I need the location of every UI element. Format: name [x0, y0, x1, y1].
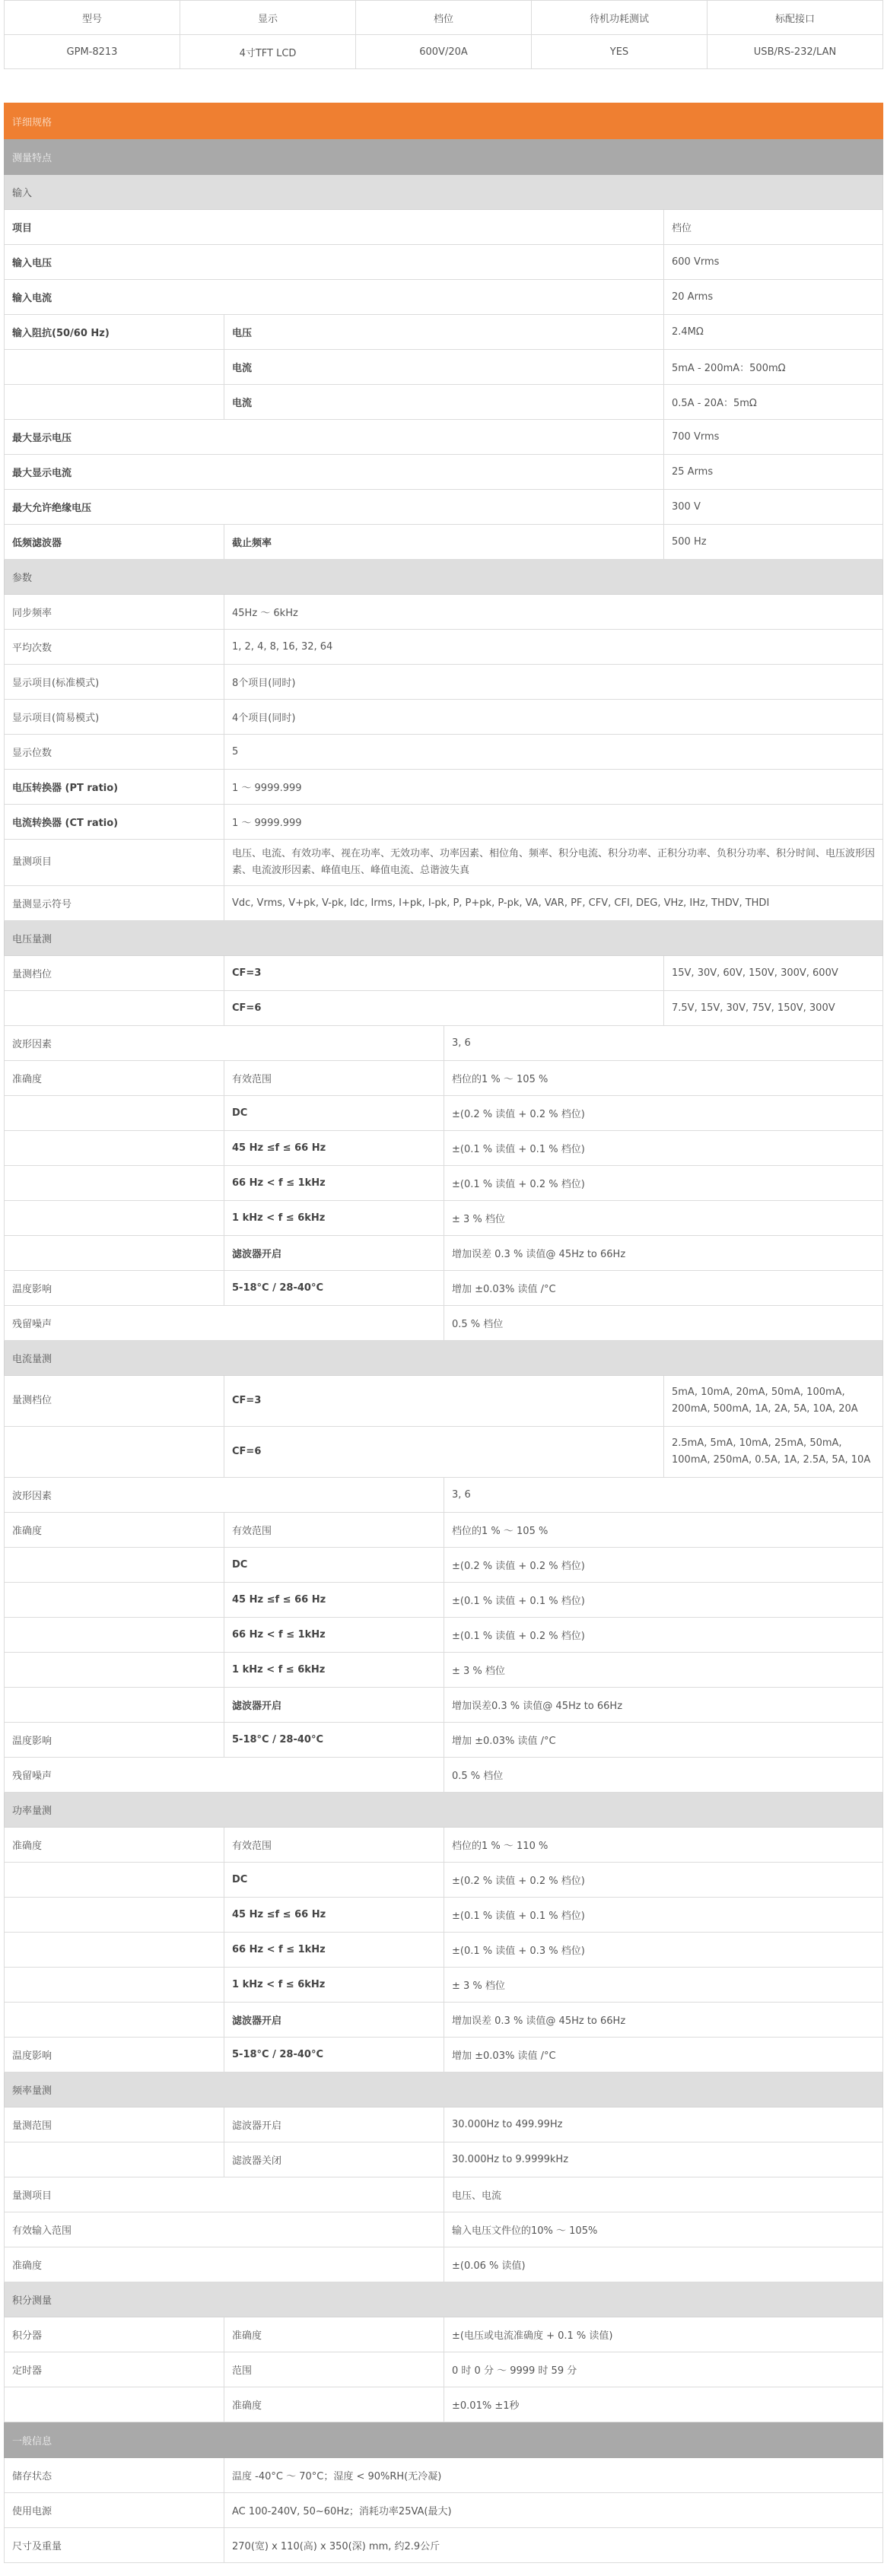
spec-row [5, 840, 883, 886]
spec-label: 输入电压 [5, 245, 664, 280]
spec-value: 30.000Hz to 9.9999kHz [444, 2142, 883, 2177]
spec-value: 20 Arms [664, 280, 883, 315]
spec-value: 270(宽) x 110(高) x 350(深) mm, 约2.9公斤 [224, 2528, 883, 2563]
spec-row [5, 2107, 883, 2142]
spec-label: 准确度 [5, 1513, 224, 1548]
model-summary-table [4, 0, 883, 69]
spec-row [5, 1863, 883, 1898]
spec-sublabel: 电流 [224, 350, 664, 385]
spec-row [5, 956, 883, 991]
spec-section-header [5, 2073, 883, 2107]
spec-row [5, 2352, 883, 2387]
spec-title: 详细规格 [5, 103, 883, 139]
spec-value: 15V, 30V, 60V, 150V, 300V, 600V [664, 956, 883, 991]
spec-value: 3, 6 [444, 1478, 883, 1513]
spec-title-row [5, 103, 883, 139]
spec-label [5, 1166, 224, 1201]
spec-label: 显示项目(标准模式) [5, 665, 224, 700]
spec-row [5, 1933, 883, 1968]
spec-value: 增加误差0.3 % 读值@ 45Hz to 66Hz [444, 1688, 883, 1723]
spec-label [5, 2003, 224, 2038]
spec-value: 500 Hz [664, 525, 883, 560]
spec-label [5, 991, 224, 1026]
spec-row [5, 2528, 883, 2563]
spec-label: 显示项目(简易模式) [5, 700, 224, 735]
spec-value: 温度 -40°C ～ 70°C；湿度 < 90%RH(无冷凝) [224, 2458, 883, 2493]
spec-row [5, 1583, 883, 1618]
spec-row [5, 1828, 883, 1863]
spec-row [5, 886, 883, 921]
section-title: 电压量测 [5, 921, 883, 956]
spec-row [5, 385, 883, 420]
spec-row [5, 350, 883, 385]
spec-value: 0.5A - 20A：5mΩ [664, 385, 883, 420]
spec-value: 700 Vrms [664, 420, 883, 455]
spec-value: 5mA - 200mA：500mΩ [664, 350, 883, 385]
spec-sublabel: CF=3 [224, 956, 664, 991]
spec-row [5, 1306, 883, 1341]
spec-row [5, 210, 883, 245]
spec-value: 25 Arms [664, 455, 883, 490]
spec-row [5, 1758, 883, 1793]
spec-value: ±(0.1 % 读值 + 0.1 % 档位) [444, 1898, 883, 1933]
spec-label: 显示位数 [5, 735, 224, 770]
spec-sublabel: CF=6 [224, 991, 664, 1026]
spec-value: 档位的1 % ～ 110 % [444, 1828, 883, 1863]
spec-row [5, 2142, 883, 2177]
spec-value: ±0.01% ±1秒 [444, 2387, 883, 2422]
spec-row [5, 315, 883, 350]
spec-sublabel: 滤波器关闭 [224, 2142, 444, 2177]
spec-sublabel: 准确度 [224, 2387, 444, 2422]
spec-label [5, 1096, 224, 1131]
spec-sublabel: 66 Hz < f ≤ 1kHz [224, 1166, 444, 1201]
spec-sublabel: DC [224, 1548, 444, 1583]
spec-label: 同步频率 [5, 595, 224, 630]
spec-sublabel: 5-18°C / 28-40°C [224, 2038, 444, 2073]
spec-value: 8个项目(同时) [224, 665, 883, 700]
cell-display: 4寸TFT LCD [180, 35, 356, 69]
spec-value: ± 3 % 档位 [444, 1968, 883, 2003]
spec-label [5, 1131, 224, 1166]
spec-row [5, 1513, 883, 1548]
spec-row [5, 1376, 883, 1427]
spec-row [5, 735, 883, 770]
model-summary-data-row [5, 35, 883, 69]
spec-row [5, 2493, 883, 2528]
spec-sublabel: 滤波器开启 [224, 2107, 444, 2142]
spec-sublabel: 1 kHz < f ≤ 6kHz [224, 1968, 444, 2003]
spec-section-header [5, 1793, 883, 1828]
spec-value: ±(0.2 % 读值 + 0.2 % 档位) [444, 1096, 883, 1131]
spec-row [5, 1618, 883, 1653]
spec-sublabel: DC [224, 1096, 444, 1131]
spec-sublabel: 1 kHz < f ≤ 6kHz [224, 1653, 444, 1688]
spec-label: 波形因素 [5, 1026, 444, 1061]
spec-value: 2.5mA, 5mA, 10mA, 25mA, 50mA, 100mA, 250mA, 0.5A, 1A, 2.5A, 5A, 10A [664, 1427, 883, 1478]
spec-label: 输入电流 [5, 280, 664, 315]
spec-label [5, 2387, 224, 2422]
spec-value: 电压、电流、有效功率、视在功率、无效功率、功率因素、相位角、频率、积分电流、积分功率、正积分功率、负积分功率、积分时间、电压波形因素、电流波形因素、峰值电压、峰值电流、总谐波失真 [224, 840, 883, 886]
spec-label [5, 1688, 224, 1723]
spec-row [5, 1096, 883, 1131]
spec-sublabel: 电流 [224, 385, 664, 420]
spec-label [5, 1933, 224, 1968]
spec-sublabel: 66 Hz < f ≤ 1kHz [224, 1933, 444, 1968]
spec-sublabel: 准确度 [224, 2317, 444, 2352]
spec-sublabel: 45 Hz ≤f ≤ 66 Hz [224, 1898, 444, 1933]
spec-sublabel: 5-18°C / 28-40°C [224, 1723, 444, 1758]
header-cell-range: 档位 [356, 1, 532, 35]
spec-row [5, 700, 883, 735]
section-title: 功率量测 [5, 1793, 883, 1828]
spec-row [5, 1653, 883, 1688]
spec-sublabel: 范围 [224, 2352, 444, 2387]
spec-label: 准确度 [5, 2247, 444, 2282]
spec-value: 增加 ±0.03% 读值 /°C [444, 1723, 883, 1758]
spec-value: 45Hz ～ 6kHz [224, 595, 883, 630]
spec-section-header [5, 2282, 883, 2317]
spec-value: AC 100-240V, 50~60Hz；消耗功率25VA(最大) [224, 2493, 883, 2528]
specification-table [4, 103, 883, 2563]
section-title: 参数 [5, 560, 883, 595]
spec-value: ±(电压或电流准确度 + 0.1 % 读值) [444, 2317, 883, 2352]
spec-label: 输入阻抗(50/60 Hz) [5, 315, 224, 350]
spec-sublabel: 滤波器开启 [224, 2003, 444, 2038]
spec-label: 量测档位 [5, 956, 224, 991]
spec-label: 尺寸及重量 [5, 2528, 224, 2563]
spec-row [5, 1271, 883, 1306]
spec-value: 30.000Hz to 499.99Hz [444, 2107, 883, 2142]
spec-value: 5mA, 10mA, 20mA, 50mA, 100mA, 200mA, 500mA, 1A, 2A, 5A, 10A, 20A [664, 1376, 883, 1427]
spec-row [5, 1026, 883, 1061]
spec-label: 项目 [5, 210, 664, 245]
spec-row [5, 245, 883, 280]
spec-value: 600 Vrms [664, 245, 883, 280]
spec-label: 残留噪声 [5, 1306, 444, 1341]
spec-section-header [5, 921, 883, 956]
spec-value: ±(0.1 % 读值 + 0.3 % 档位) [444, 1933, 883, 1968]
spec-label: 使用电源 [5, 2493, 224, 2528]
cell-model: GPM-8213 [5, 35, 180, 69]
spec-value: 1 ～ 9999.999 [224, 770, 883, 805]
spec-row [5, 1478, 883, 1513]
spec-sublabel: DC [224, 1863, 444, 1898]
spec-row [5, 1236, 883, 1271]
spec-row [5, 1968, 883, 2003]
spec-label: 有效输入范围 [5, 2212, 444, 2247]
spec-label: 量测项目 [5, 2177, 444, 2212]
spec-row [5, 630, 883, 665]
spec-value: 1 ～ 9999.999 [224, 805, 883, 840]
spec-row [5, 770, 883, 805]
spec-label [5, 1863, 224, 1898]
spec-value: 增加 ±0.03% 读值 /°C [444, 2038, 883, 2073]
spec-label [5, 1583, 224, 1618]
spec-value: Vdc, Vrms, V+pk, V-pk, Idc, Irms, I+pk, I-pk, P, P+pk, P-pk, VA, VAR, PF, CFV, CFI, DEG, VHz, IHz, THDV, THDI [224, 886, 883, 921]
spec-value: 档位 [664, 210, 883, 245]
model-summary-header-row [5, 1, 883, 35]
spec-row [5, 2317, 883, 2352]
spec-value: 5 [224, 735, 883, 770]
spec-label [5, 350, 224, 385]
spec-row [5, 991, 883, 1026]
spec-value: ±(0.2 % 读值 + 0.2 % 档位) [444, 1548, 883, 1583]
spec-row [5, 1898, 883, 1933]
header-cell-model: 型号 [5, 1, 180, 35]
spec-value: ± 3 % 档位 [444, 1653, 883, 1688]
spec-label: 最大允许绝缘电压 [5, 490, 664, 525]
spec-sublabel: 1 kHz < f ≤ 6kHz [224, 1201, 444, 1236]
spec-label: 量测项目 [5, 840, 224, 886]
spec-value: 增加 ±0.03% 读值 /°C [444, 1271, 883, 1306]
spec-value: ±(0.1 % 读值 + 0.1 % 档位) [444, 1131, 883, 1166]
spec-label: 温度影响 [5, 1271, 224, 1306]
spec-row [5, 280, 883, 315]
spec-sublabel: 滤波器开启 [224, 1236, 444, 1271]
spec-value: 0 时 0 分 ～ 9999 时 59 分 [444, 2352, 883, 2387]
spec-label: 波形因素 [5, 1478, 444, 1513]
spec-value: 档位的1 % ～ 105 % [444, 1061, 883, 1096]
spec-row [5, 2387, 883, 2422]
spec-label [5, 1201, 224, 1236]
spec-value: ±(0.2 % 读值 + 0.2 % 档位) [444, 1863, 883, 1898]
spec-sublabel: 电压 [224, 315, 664, 350]
section-title: 一般信息 [5, 2422, 883, 2458]
spec-value: ±(0.06 % 读值) [444, 2247, 883, 2282]
spec-label [5, 385, 224, 420]
spec-row [5, 665, 883, 700]
spec-value: 0.5 % 档位 [444, 1306, 883, 1341]
spec-label [5, 1618, 224, 1653]
cell-range: 600V/20A [356, 35, 532, 69]
spec-sublabel: 有效范围 [224, 1513, 444, 1548]
spec-label: 温度影响 [5, 1723, 224, 1758]
spec-section-header [5, 175, 883, 210]
spec-label: 最大显示电流 [5, 455, 664, 490]
spec-row [5, 1166, 883, 1201]
spec-value: 2.4MΩ [664, 315, 883, 350]
spec-sublabel: 截止频率 [224, 525, 664, 560]
spec-label: 低频滤波器 [5, 525, 224, 560]
spec-row [5, 2038, 883, 2073]
spec-section-header [5, 2422, 883, 2458]
spec-value: 输入电压文件位的10% ～ 105% [444, 2212, 883, 2247]
spec-label: 准确度 [5, 1828, 224, 1863]
spec-value: 1, 2, 4, 8, 16, 32, 64 [224, 630, 883, 665]
section-title: 积分测量 [5, 2282, 883, 2317]
spec-label: 残留噪声 [5, 1758, 444, 1793]
spec-value: ± 3 % 档位 [444, 1201, 883, 1236]
spec-row [5, 420, 883, 455]
spec-value: 3, 6 [444, 1026, 883, 1061]
spec-sublabel: CF=3 [224, 1376, 664, 1427]
spec-value: ±(0.1 % 读值 + 0.1 % 档位) [444, 1583, 883, 1618]
spec-row [5, 1131, 883, 1166]
spec-row [5, 2212, 883, 2247]
spec-value: 7.5V, 15V, 30V, 75V, 150V, 300V [664, 991, 883, 1026]
spec-label: 量测范围 [5, 2107, 224, 2142]
spec-row [5, 1427, 883, 1478]
spec-label: 积分器 [5, 2317, 224, 2352]
spec-sublabel: 45 Hz ≤f ≤ 66 Hz [224, 1583, 444, 1618]
spec-label [5, 1236, 224, 1271]
spec-row [5, 455, 883, 490]
spec-row [5, 805, 883, 840]
spec-label: 电流转换器 (CT ratio) [5, 805, 224, 840]
spec-label [5, 1653, 224, 1688]
spec-sublabel: 滤波器开启 [224, 1688, 444, 1723]
section-title: 测量特点 [5, 139, 883, 175]
spec-label: 最大显示电压 [5, 420, 664, 455]
spec-label: 储存状态 [5, 2458, 224, 2493]
spec-sublabel: 有效范围 [224, 1061, 444, 1096]
spec-row [5, 1201, 883, 1236]
spec-sublabel: 66 Hz < f ≤ 1kHz [224, 1618, 444, 1653]
spec-label: 电压转换器 (PT ratio) [5, 770, 224, 805]
spec-row [5, 2003, 883, 2038]
spec-row [5, 1061, 883, 1096]
spec-label: 量测档位 [5, 1376, 224, 1427]
spec-section-header [5, 560, 883, 595]
spec-label: 定时器 [5, 2352, 224, 2387]
spec-row [5, 1688, 883, 1723]
header-cell-interface: 标配接口 [708, 1, 883, 35]
spec-value: 档位的1 % ～ 105 % [444, 1513, 883, 1548]
cell-standby-test: YES [532, 35, 708, 69]
spec-value: 增加误差 0.3 % 读值@ 45Hz to 66Hz [444, 1236, 883, 1271]
header-cell-standby-test: 待机功耗测试 [532, 1, 708, 35]
spec-sublabel: 有效范围 [224, 1828, 444, 1863]
section-title: 电流量测 [5, 1341, 883, 1376]
spec-value: 300 V [664, 490, 883, 525]
spec-sublabel: 5-18°C / 28-40°C [224, 1271, 444, 1306]
spec-value: 增加误差 0.3 % 读值@ 45Hz to 66Hz [444, 2003, 883, 2038]
spec-row [5, 1548, 883, 1583]
spec-value: 4个项目(同时) [224, 700, 883, 735]
spec-row [5, 490, 883, 525]
spec-row [5, 595, 883, 630]
spec-row [5, 2177, 883, 2212]
header-cell-display: 显示 [180, 1, 356, 35]
spec-row [5, 2458, 883, 2493]
cell-interface: USB/RS-232/LAN [708, 35, 883, 69]
spec-row [5, 2247, 883, 2282]
section-title: 频率量测 [5, 2073, 883, 2107]
spec-sublabel: 45 Hz ≤f ≤ 66 Hz [224, 1131, 444, 1166]
spec-row [5, 525, 883, 560]
spec-label: 平均次数 [5, 630, 224, 665]
spec-sublabel: CF=6 [224, 1427, 664, 1478]
spec-label [5, 2142, 224, 2177]
spec-section-header [5, 139, 883, 175]
spec-row [5, 1723, 883, 1758]
spec-value: ±(0.1 % 读值 + 0.2 % 档位) [444, 1166, 883, 1201]
spec-label [5, 1968, 224, 2003]
spec-value: ±(0.1 % 读值 + 0.2 % 档位) [444, 1618, 883, 1653]
spec-section-header [5, 1341, 883, 1376]
spec-label [5, 1548, 224, 1583]
spec-value: 0.5 % 档位 [444, 1758, 883, 1793]
spec-label: 温度影响 [5, 2038, 224, 2073]
spec-label [5, 1898, 224, 1933]
spec-label: 量测显示符号 [5, 886, 224, 921]
section-title: 输入 [5, 175, 883, 210]
spec-value: 电压、电流 [444, 2177, 883, 2212]
spec-label [5, 1427, 224, 1478]
spec-label: 准确度 [5, 1061, 224, 1096]
